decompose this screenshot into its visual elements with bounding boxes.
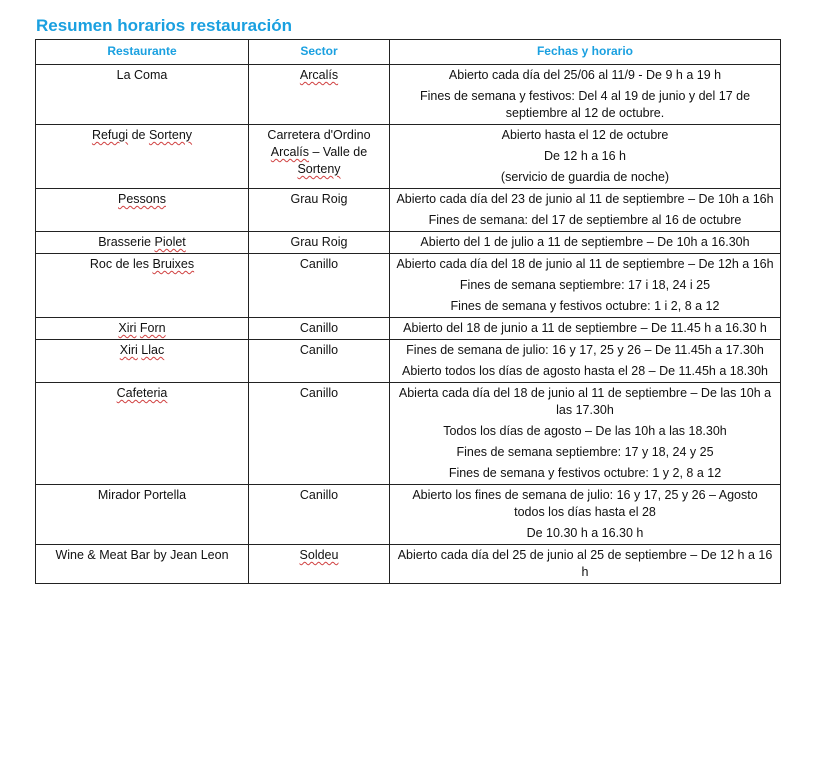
schedule-cell [390,232,781,254]
column-header-schedule: Fechas y horario [390,40,781,65]
schedule-cell [390,65,781,125]
document-title: Resumen horarios restauración [36,16,293,35]
schedule-cell [390,318,781,340]
restaurant-cell: Cafeteria [36,383,249,485]
sector-cell: Canillo [249,340,390,383]
restaurant-cell: Roc de les Bruixes [36,254,249,318]
schedule-line: Abierto cada día del 18 de junio al 11 de septiembre – De 12h a 16h [396,257,774,271]
schedule-line: De 10.30 h a 16.30 h [526,526,644,540]
schedule-line: (servicio de guardia de noche) [500,170,670,184]
schedule-cell [390,189,781,232]
table-header-row [36,40,781,65]
restaurant-cell: Wine & Meat Bar by Jean Leon [36,545,249,584]
schedule-line: Fines de semana septiembre: 17 y 18, 24 y 25 [456,445,714,459]
schedule-cell [390,125,781,189]
schedule-line: Todos los días de agosto – De las 10h a las 18.30h [443,424,727,438]
sector-cell: Grau Roig [249,189,390,232]
column-header-restaurant: Restaurante [36,40,249,65]
schedule-line: Abierto cada día del 25 de junio al 25 de septiembre – De 12 h a 16 h [397,548,773,579]
table-row [36,340,781,383]
table-row [36,545,781,584]
sector-cell: Grau Roig [249,232,390,254]
restaurant-cell: Pessons [36,189,249,232]
schedule-line: Fines de semana y festivos: Del 4 al 19 de junio y del 17 de septiembre al 12 de octubre. [419,89,751,120]
restaurant-cell: Xiri Llac [36,340,249,383]
restaurant-cell: Brasserie Piolet [36,232,249,254]
restaurant-cell: Refugi de Sorteny [36,125,249,189]
schedule-line: Fines de semana de julio: 16 y 17, 25 y 26 – De 11.45h a 17.30h [406,343,764,357]
schedule-cell [390,545,781,584]
sector-cell: Carretera d'Ordino Arcalís – Valle de Sorteny [249,125,390,189]
schedule-line: Abierta cada día del 18 de junio al 11 de septiembre – De las 10h a las 17.30h [398,386,772,417]
sector-cell: Canillo [249,318,390,340]
schedule-line: Abierto cada día del 25/06 al 11/9 - De 9 h a 19 h [448,68,722,82]
sector-cell: Canillo [249,254,390,318]
schedule-line: Abierto cada día del 23 de junio al 11 de septiembre – De 10h a 16h [396,192,774,206]
schedule-line: Abierto del 1 de julio a 11 de septiembre – De 10h a 16.30h [420,235,750,249]
schedule-line: Fines de semana septiembre: 17 i 18, 24 i 25 [459,278,711,292]
table-row [36,125,781,189]
schedule-line: Abierto los fines de semana de julio: 16 y 17, 25 y 26 – Agosto todos los días hasta el 28 [412,488,758,519]
column-header-sector: Sector [249,40,390,65]
schedule-line: Abierto hasta el 12 de octubre [501,128,669,142]
sector-cell: Soldeu [249,545,390,584]
table-row [36,232,781,254]
schedule-line: De 12 h a 16 h [543,149,626,163]
schedule-cell [390,485,781,545]
table-row [36,189,781,232]
table-body [36,65,781,584]
restaurant-cell: La Coma [36,65,249,125]
table-row [36,383,781,485]
schedule-line: Fines de semana: del 17 de septiembre al 16 de octubre [428,213,742,227]
sector-cell: Arcalís [249,65,390,125]
schedule-cell [390,254,781,318]
schedule-table [35,39,781,584]
sector-cell: Canillo [249,485,390,545]
schedule-line: Fines de semana y festivos octubre: 1 i 2, 8 a 12 [450,299,720,313]
schedule-line: Abierto todos los días de agosto hasta el 28 – De 11.45h a 18.30h [401,364,768,378]
sector-cell: Canillo [249,383,390,485]
table-row [36,254,781,318]
schedule-line: Fines de semana y festivos octubre: 1 y 2, 8 a 12 [448,466,722,480]
schedule-line: Abierto del 18 de junio a 11 de septiembre – De 11.45 h a 16.30 h [403,321,767,335]
schedule-cell [390,383,781,485]
table-row [36,318,781,340]
table-row [36,485,781,545]
table-row [36,65,781,125]
restaurant-cell: Xiri Forn [36,318,249,340]
schedule-cell [390,340,781,383]
restaurant-cell: Mirador Portella [36,485,249,545]
